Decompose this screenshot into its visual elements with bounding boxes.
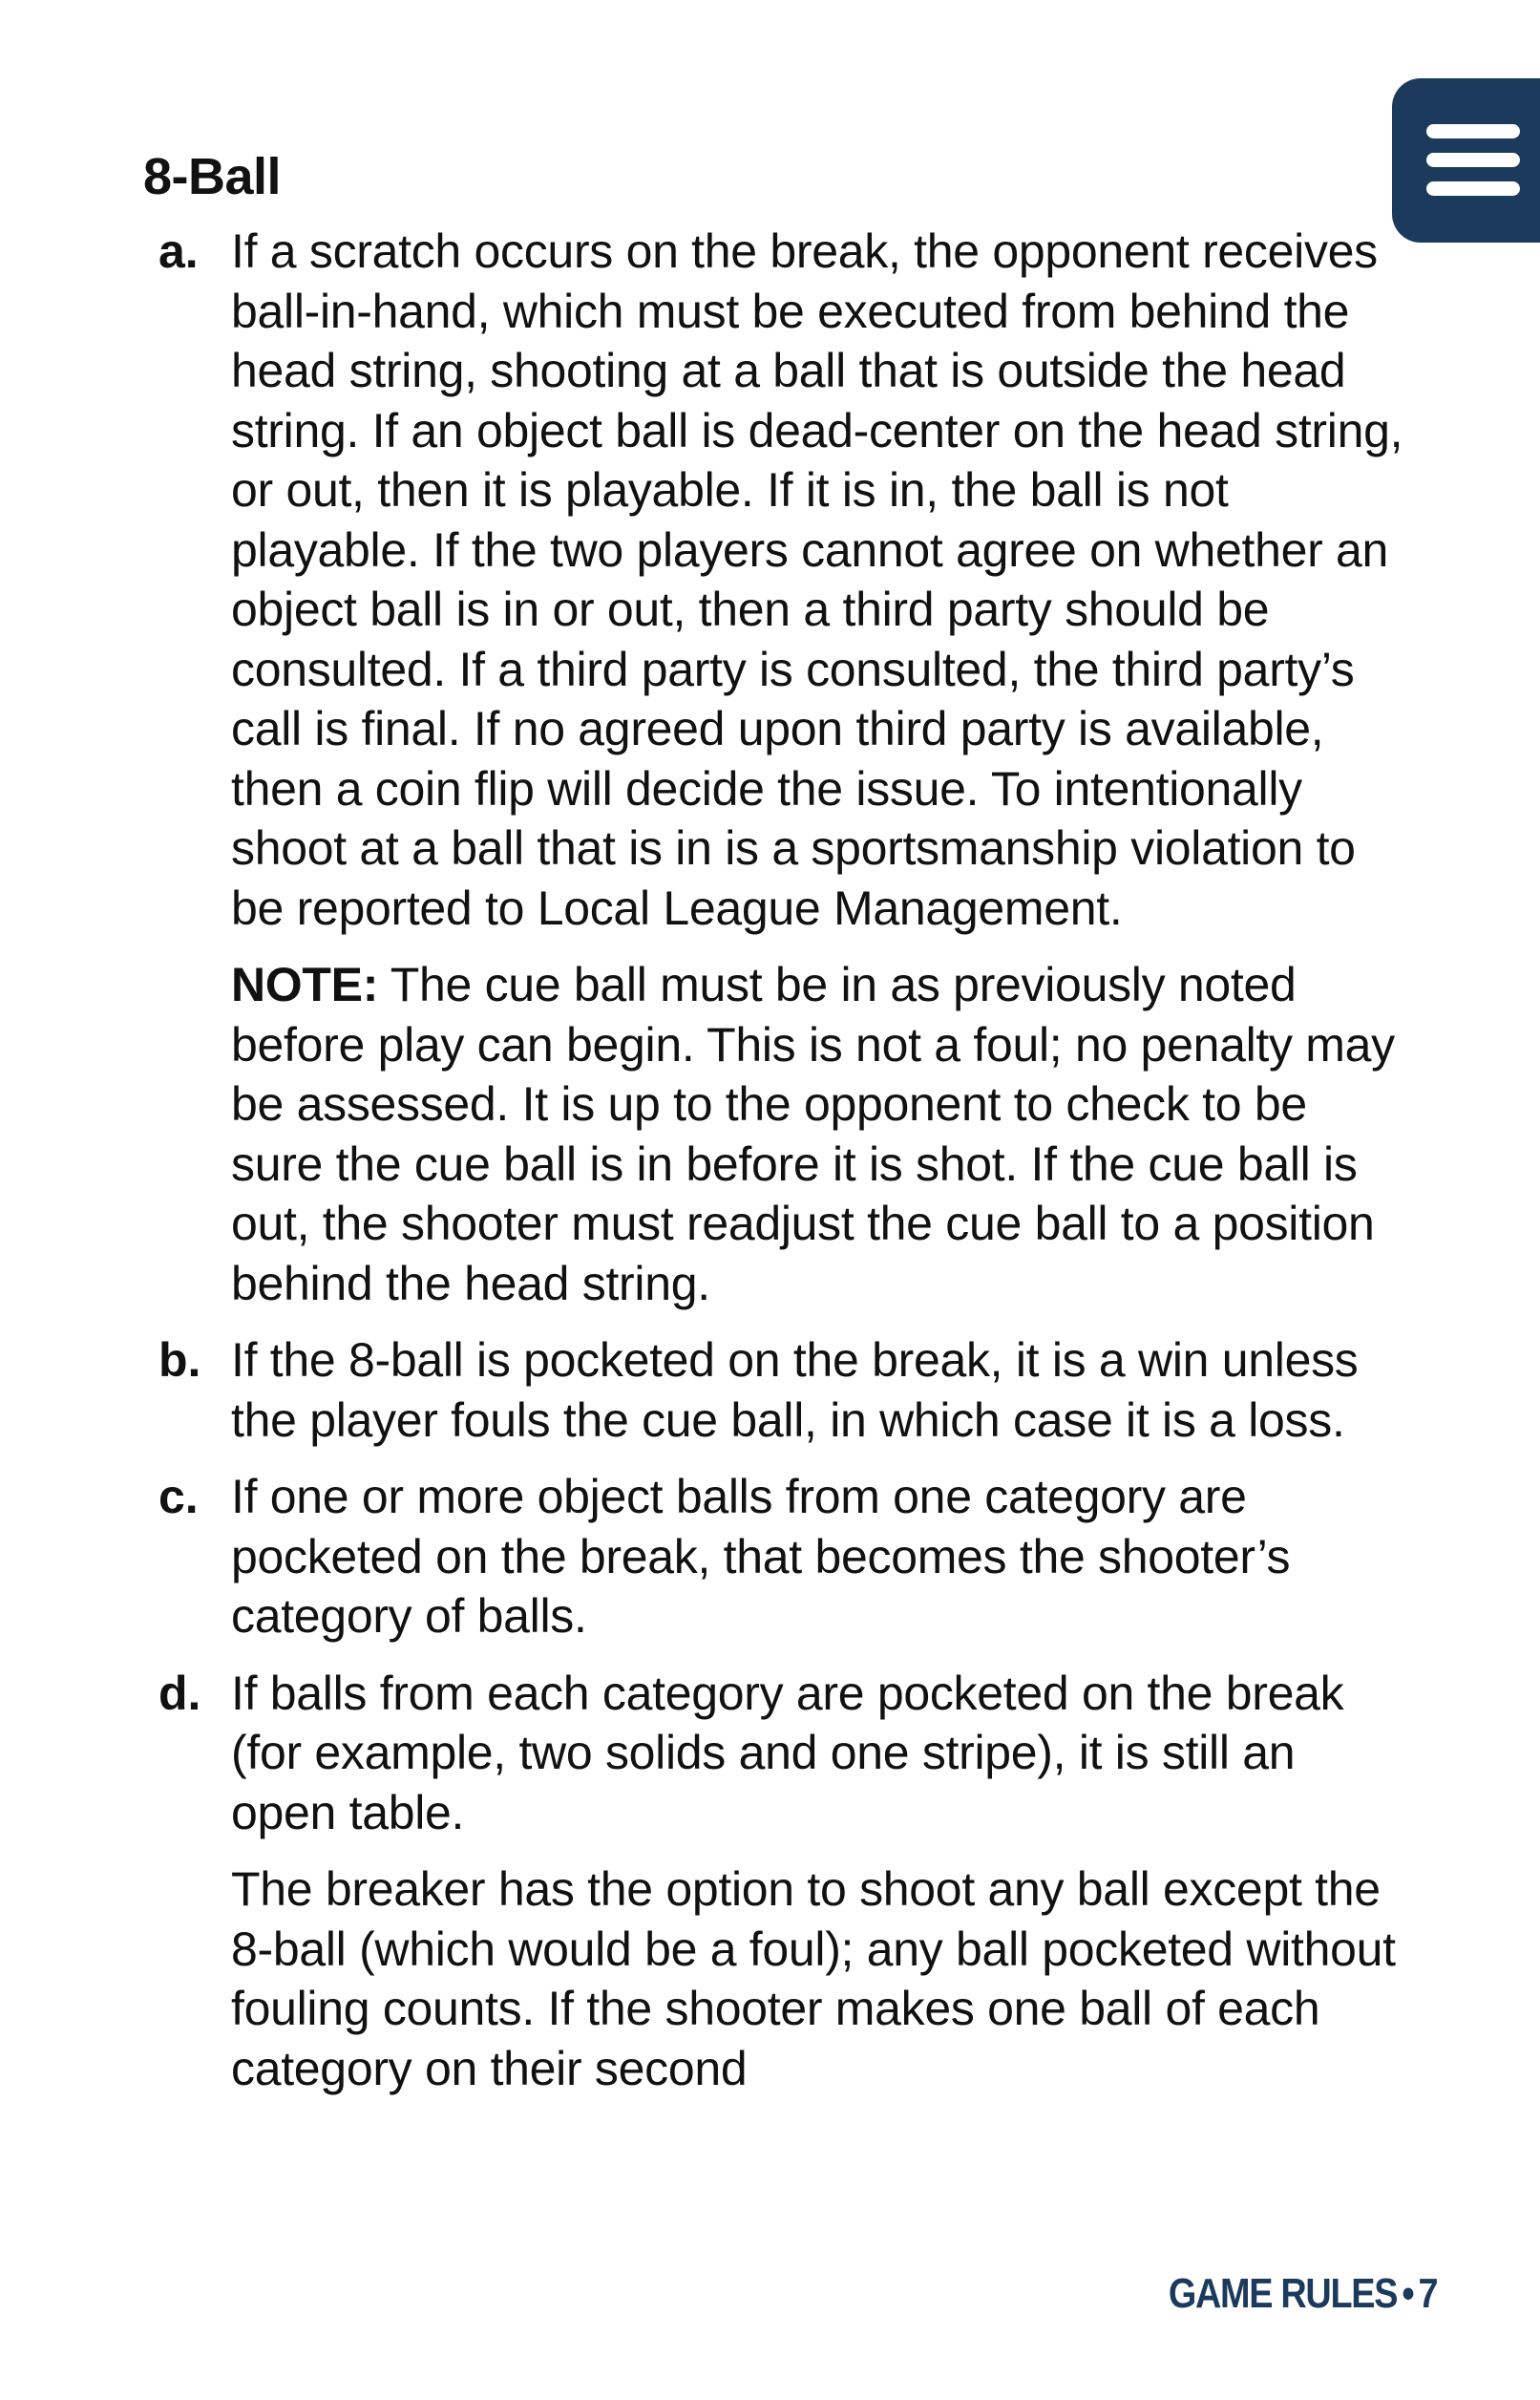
rule-d bbox=[143, 1664, 1403, 2099]
rule-letter: a. bbox=[158, 224, 199, 278]
note-text: The cue ball must be in as previously noted before play can begin. This is not a foul; no penalty may be assessed. It is up to the opponent to check to be sure the cue ball is in before it is shot. If the cue ball is out, the shooter must readjust the cue ball to a position behind the head string. bbox=[231, 958, 1395, 1310]
section-title: 8-Ball bbox=[143, 148, 282, 205]
rule-continuation-text: The breaker has the option to shoot any ball except the 8-ball (which would be a foul); any ball pocketed without fouling counts. If the shooter makes one ball of each category on their second bbox=[231, 1862, 1396, 2095]
rule-text: If a scratch occurs on the break, the opponent receives ball-in-hand, which must be executed from behind the head string, shooting at a ball that is outside the head string. If an object ball is dead-center on the head string, or out, then it is playable. If it is in, the ball is not playable. If the two players cannot agree on whether an object ball is in or out, then a third party should be consulted. If a third party is consulted, the third party’s call is final. If no agreed upon third party is available, then a coin flip will decide the issue. To intentionally shoot at a ball that is in is a sportsmanship violation to be reported to Local League Management. bbox=[231, 224, 1403, 935]
menu-button[interactable] bbox=[1392, 78, 1540, 243]
rule-body bbox=[231, 1664, 1403, 2099]
rule-letter: d. bbox=[158, 1666, 201, 1720]
rules-list bbox=[143, 222, 1403, 2115]
rule-text: If balls from each category are pocketed on the break (for example, two solids and one stripe), it is still an open table. bbox=[231, 1666, 1344, 1839]
rule-body bbox=[231, 222, 1403, 1313]
page-number: 7 bbox=[1418, 2270, 1437, 2317]
rule-text: If one or more object balls from one category are pocketed on the break, that becomes the shooter’s category of balls. bbox=[231, 1470, 1291, 1643]
rule-letter: b. bbox=[158, 1333, 201, 1387]
rule-body bbox=[231, 1467, 1403, 1646]
rule-b bbox=[143, 1330, 1403, 1450]
rule-letter: c. bbox=[158, 1470, 199, 1523]
footer-separator: • bbox=[1402, 2270, 1414, 2317]
page-footer bbox=[1169, 2263, 1437, 2325]
hamburger-menu-icon bbox=[1426, 124, 1520, 197]
rule-a bbox=[143, 222, 1403, 1313]
note-paragraph bbox=[231, 955, 1403, 1313]
rule-body bbox=[231, 1330, 1403, 1450]
rule-text: If the 8-ball is pocketed on the break, it is a win unless the player fouls the cue ball, in which case it is a loss. bbox=[231, 1333, 1359, 1447]
rule-c bbox=[143, 1467, 1403, 1646]
footer-label: GAME RULES bbox=[1168, 2270, 1397, 2317]
note-label: NOTE: bbox=[231, 958, 379, 1011]
